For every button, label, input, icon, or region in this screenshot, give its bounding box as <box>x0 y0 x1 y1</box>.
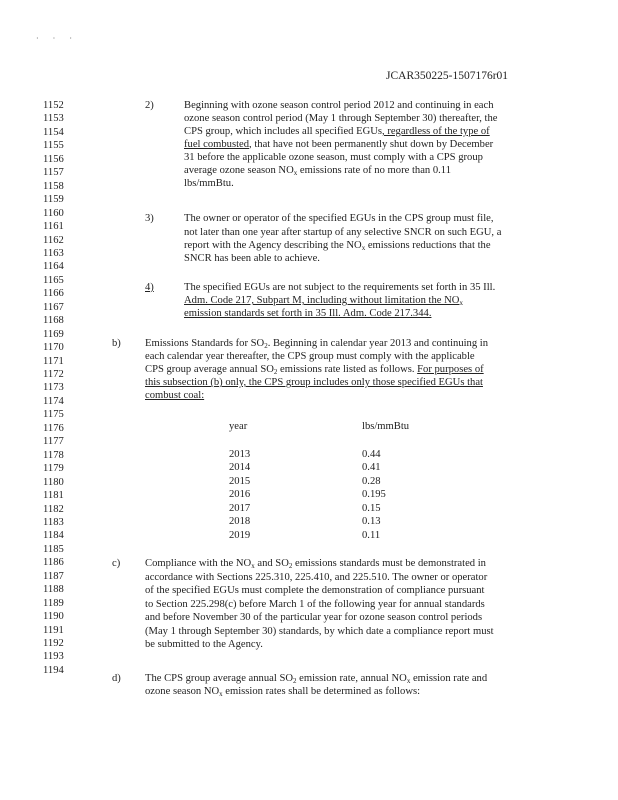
line-number: 1156 <box>43 153 64 165</box>
line-number: 1187 <box>43 570 64 582</box>
line-number: 1186 <box>43 557 64 569</box>
item-2-line: CPS group, which includes all specified EGUs, regardless of the type of <box>184 126 490 137</box>
table-cell-year: 2013 <box>229 449 251 460</box>
item-c-line: accordance with Sections 225.310, 225.410, and 225.510. The owner or operator <box>145 572 488 583</box>
line-number: 1176 <box>43 422 64 434</box>
line-number: 1170 <box>43 342 64 354</box>
line-number: 1167 <box>43 301 64 313</box>
item-c-line: (May 1 through September 30) standards, by which date a compliance report must <box>145 626 494 637</box>
item-c-line: Compliance with the $NO_x$ and $SO_2$ emissions standards must be demonstrated in <box>145 558 486 570</box>
line-number: 1163 <box>43 247 64 259</box>
item-c-line: and before November 30 of the particular year for ozone season control periods <box>145 612 483 623</box>
line-number: 1154 <box>43 126 64 138</box>
table-cell-rate: 0.28 <box>362 475 381 487</box>
line-number: 1158 <box>43 180 64 192</box>
item-b-line: CPS group average annual $SO_2$ emissions rate listed as follows. For purposes of <box>145 364 484 376</box>
item-d-line: ozone season $NO_x$ emission rates shall be determined as follows: <box>145 686 421 698</box>
line-number: 1161 <box>43 221 64 233</box>
line-number: 1168 <box>43 315 64 327</box>
item-4-marker: 4) <box>145 282 154 293</box>
table-cell-year: 2017 <box>229 502 251 514</box>
line-number: 1191 <box>43 624 64 636</box>
item-b-line: each calendar year thereafter, the CPS group must comply with the applicable <box>145 351 475 362</box>
line-number: 1153 <box>43 113 64 125</box>
item-c-marker: c) <box>112 558 121 569</box>
item-4-line: The specified EGUs are not subject to the requirements set forth in 35 Ill. <box>184 282 496 293</box>
item-3-line: The owner or operator of the specified EGUs in the CPS group must file, <box>184 213 494 224</box>
table-cell-rate: 0.13 <box>362 516 381 528</box>
table-cell-year: 2019 <box>229 529 251 541</box>
item-d-line: The CPS group average annual $SO_2$ emission rate, annual $NO_x$ emission rate and <box>145 673 488 685</box>
line-number: 1189 <box>43 597 64 609</box>
line-number: 1171 <box>43 355 64 367</box>
line-number: 1165 <box>43 274 64 286</box>
line-number: 1177 <box>43 436 64 448</box>
item-c-line: of the specified EGUs must complete the demonstration of compliance pursuant <box>145 585 485 596</box>
table-cell-rate: 0.195 <box>362 489 386 501</box>
item-c-line: to Section 225.298(c) before March 1 of the following year for annual standards <box>145 599 485 610</box>
table-cell-year: 2018 <box>229 516 251 528</box>
line-number: 1194 <box>43 664 64 676</box>
line-number: 1160 <box>43 207 64 219</box>
table-cell-year: 2014 <box>229 462 251 474</box>
item-3-line: report with the Agency describing the $NO_x$ emissions reductions that the <box>184 240 491 252</box>
line-number: 1152 <box>43 100 64 111</box>
line-number: 1164 <box>43 261 64 273</box>
table-cell-rate: 0.15 <box>362 502 381 514</box>
line-number: 1157 <box>43 167 64 179</box>
line-number: 1175 <box>43 409 64 421</box>
item-2-line: lbs/mmBtu. <box>184 178 234 189</box>
line-number: 1185 <box>43 543 64 555</box>
line-number: 1181 <box>43 490 64 502</box>
table-cell-rate: 0.11 <box>362 529 381 541</box>
item-b-line: combust coal: <box>145 390 205 401</box>
line-number: 1169 <box>43 328 64 340</box>
item-2-line: ozone season control period (May 1 through September 30) thereafter, the <box>184 113 498 124</box>
line-number: 1184 <box>43 530 64 542</box>
line-number: 1182 <box>43 503 64 515</box>
table-cell-rate: 0.44 <box>362 449 381 460</box>
table-header-rate: lbs/mmBtu <box>362 421 410 432</box>
item-4-line: emission standards set forth in 35 Ill. Adm. Code 217.344. <box>184 308 432 319</box>
item-d-marker: d) <box>112 673 121 684</box>
item-2-line: fuel combusted, that have not been permanently shut down by December <box>184 139 494 150</box>
table-cell-rate: 0.41 <box>362 462 381 474</box>
line-number: 1162 <box>43 234 64 246</box>
item-b-line: this subsection (b) only, the CPS group includes only those specified EGUs that <box>145 377 483 388</box>
item-4-line: Adm. Code 217, Subpart M, including without limitation the $NO_x$ <box>184 295 463 307</box>
line-number: 1190 <box>43 611 64 623</box>
line-number: 1183 <box>43 516 64 528</box>
line-number: 1178 <box>43 449 64 461</box>
item-3-line: SNCR has been able to achieve. <box>184 253 320 264</box>
item-b-line: Emissions Standards for $SO_2$. Beginning in calendar year 2013 and continuing in <box>145 338 489 350</box>
document-id: JCAR350225-1507176r01 <box>386 70 509 82</box>
line-number: 1173 <box>43 382 64 394</box>
item-2-line: Beginning with ozone season control period 2012 and continuing in each <box>184 100 494 111</box>
table-cell-year: 2016 <box>229 489 251 501</box>
item-c-line: be submitted to the Agency. <box>145 639 263 650</box>
line-number: 1174 <box>43 395 64 407</box>
item-2-line: average ozone season $NO_x$ emissions rate of no more than 0.11 <box>184 165 451 177</box>
line-number: 1166 <box>43 288 64 300</box>
line-number: 1172 <box>43 369 64 380</box>
item-2-line: 31 before the applicable ozone season, must comply with a CPS group <box>184 152 483 163</box>
line-number: 1159 <box>43 194 64 206</box>
item-3-line: not later than one year after startup of any selective SNCR on such EGU, a <box>184 227 502 238</box>
line-number: 1180 <box>43 476 64 488</box>
item-b-marker: b) <box>112 338 121 349</box>
table-header-year: year <box>229 421 248 432</box>
line-number: 1179 <box>43 463 64 475</box>
line-number: 1192 <box>43 638 64 649</box>
line-number: 1193 <box>43 651 64 663</box>
table-cell-year: 2015 <box>229 475 251 487</box>
item-3-marker: 3) <box>145 213 154 224</box>
line-number: 1188 <box>43 584 64 596</box>
line-number: 1155 <box>43 140 64 152</box>
item-2-marker: 2) <box>145 100 154 111</box>
scan-specks: · · · <box>36 34 78 43</box>
